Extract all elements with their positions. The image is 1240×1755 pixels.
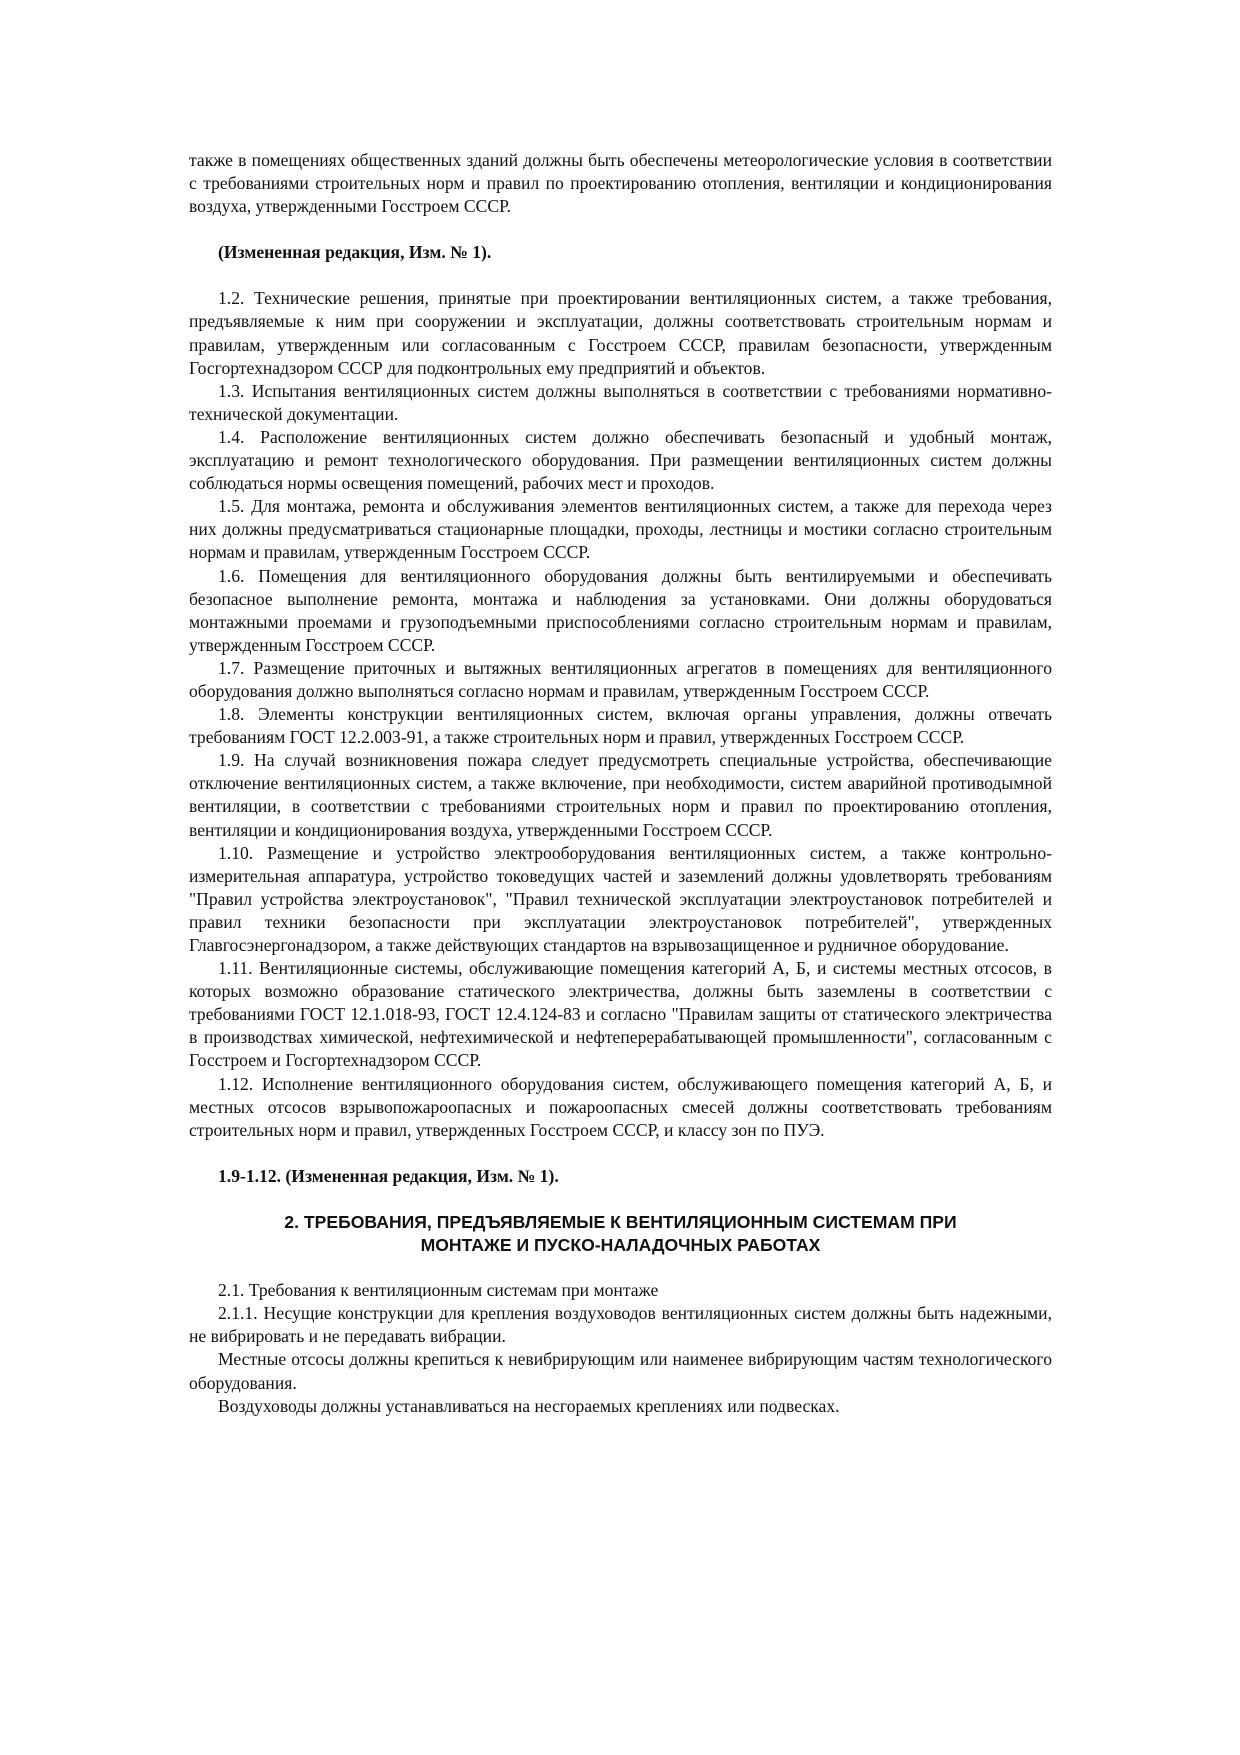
spacer <box>189 218 1052 241</box>
clause-1-10: 1.10. Размещение и устройство электрооборудования вентиляционных систем, а также контрольно-измерительная аппаратура, устройство токоведущих частей и заземлений должны удовлетворять требованиям "Правил устройства электроустановок", "Правил технической эксплуатации электроустановок потребителей и правил техники безопасности при эксплуатации электроустановок потребителей", утвержденных Главгосэнергонадзором, а также действующих стандартов на взрывозащищенное и рудничное оборудование. <box>189 842 1052 955</box>
clause-1-8: 1.8. Элементы конструкции вентиляционных систем, включая органы управления, должны отвечать требованиям ГОСТ 12.2.003-91, а также строительных норм и правил, утвержденных Госстроем СССР. <box>189 704 1052 748</box>
clause-1-11: 1.11. Вентиляционные системы, обслуживающие помещения категорий А, Б, и системы местных отсосов, в которых возможно образование статического электричества, должны быть заземлены в соответствии с требованиями ГОСТ 12.1.018-93, ГОСТ 12.4.124-83 и согласно "Правилам защиты от статического электричества в производствах химической, нефтехимической и нефтеперерабатывающей промышленности", согласованным с Госстроем и Госгортехнадзором СССР. <box>189 958 1052 1071</box>
clause-1-4: 1.4. Расположение вентиляционных систем должно обеспечивать безопасный и удобный монтаж, эксплуатацию и ремонт технологического оборудования. При размещении вентиляционных систем должны соблюдаться нормы освещения помещений, рабочих мест и проходов. <box>189 426 1052 494</box>
amendment-note: (Измененная редакция, Изм. № 1). <box>218 242 492 263</box>
clause-1-9: 1.9. На случай возникновения пожара следует предусмотреть специальные устройства, обеспечивающие отключение вентиляционных систем, а также включение, при необходимости, систем аварийной противодымной вентиляции, в соответствии с требованиями строительных норм и правил по проектированию отопления, вентиляции и кондиционирования воздуха, утвержденными Госстроем СССР. <box>189 750 1052 840</box>
section-heading-line-1: 2. ТРЕБОВАНИЯ, ПРЕДЪЯВЛЯЕМЫЕ К ВЕНТИЛЯЦИОННЫМ СИСТЕМАМ ПРИ <box>284 1211 957 1232</box>
document-page <box>189 149 1052 1418</box>
clause-2-1: 2.1. Требования к вентиляционным системам при монтаже <box>218 1280 659 1301</box>
clause-1-12: 1.12. Исполнение вентиляционного оборудования систем, обслуживающего помещения категорий А, Б, и местных отсосов взрывопожароопасных и пожароопасных смесей должны соответствовать требованиям строительных норм и правил, утвержденных Госстроем СССР, и классу зон по ПУЭ. <box>189 1073 1052 1140</box>
clause-1-2: 1.2. Технические решения, принятые при проектировании вентиляционных систем, а также требования, предъявляемые к ним при сооружении и эксплуатации, должны соответствовать строительным нормам и правилам, утвержденным или согласованным с Госстроем СССР, правилам безопасности, утвержденным Госгортехнадзором СССР для подконтрольных ему предприятий и объектов. <box>189 288 1052 378</box>
amendment-note-2: 1.9-1.12. (Измененная редакция, Изм. № 1). <box>218 1165 559 1186</box>
spacer <box>189 1257 1052 1279</box>
clause-1-7: 1.7. Размещение приточных и вытяжных вентиляционных агрегатов в помещениях для вентиляционного оборудования должно выполняться согласно нормам и правилам, утвержденным Госстроем СССР. <box>189 657 1052 701</box>
spacer <box>189 1142 1052 1165</box>
clause-1-3: 1.3. Испытания вентиляционных систем должны выполняться в соответствии с требованиями нормативно-технической документации. <box>189 380 1052 424</box>
section-heading-line-2: МОНТАЖЕ И ПУСКО-НАЛАДОЧНЫХ РАБОТАХ <box>420 1235 821 1256</box>
clause-1-5: 1.5. Для монтажа, ремонта и обслуживания элементов вентиляционных систем, а также для перехода через них должны предусматриваться стационарные площадки, проходы, лестницы и мостики согласно строительным нормам и правилам, утвержденным Госстроем СССР. <box>189 496 1052 563</box>
local-exhaust-paragraph: Местные отсосы должны крепиться к невибрирующим или наименее вибрирующим частям технологического оборудования. <box>189 1349 1052 1393</box>
clause-1-6: 1.6. Помещения для вентиляционного оборудования должны быть вентилируемыми и обеспечивать безопасное выполнение ремонта, монтажа и наблюдения за установками. Они должны оборудоваться монтажными проемами и грузоподъемными приспособлениями согласно строительным нормам и правилам, утвержденным Госстроем СССР. <box>189 565 1052 655</box>
spacer <box>189 1188 1052 1211</box>
intro-paragraph: также в помещениях общественных зданий должны быть обеспечены метеорологические условия в соответствии с требованиями строительных норм и правил по проектированию отопления, вентиляции и кондиционирования воздуха, утвержденными Госстроем СССР. <box>189 150 1052 217</box>
section-heading <box>189 1211 1052 1257</box>
spacer <box>189 264 1052 287</box>
ducts-paragraph: Воздуховоды должны устанавливаться на несгораемых креплениях или подвесках. <box>218 1395 840 1416</box>
clause-2-1-1: 2.1.1. Несущие конструкции для крепления воздуховодов вентиляционных систем должны быть надежными, не вибрировать и не передавать вибрации. <box>189 1303 1052 1347</box>
